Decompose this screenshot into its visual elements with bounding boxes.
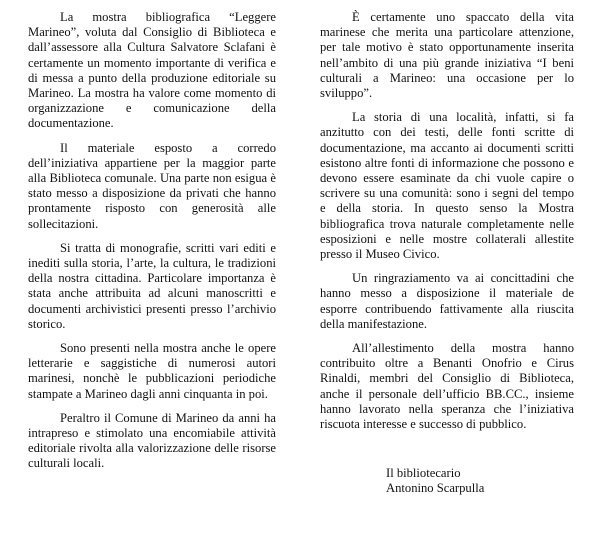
- right-paragraph-3: Un ringraziamento va ai concittadini che hanno messo a disposizione il materiale de esporre contribuendo fattivamente alla riuscita della manifestazione.: [320, 271, 574, 331]
- left-paragraph-1: La mostra bibliografica “Leggere Marineo”, voluta dal Consiglio di Biblioteca e dall’assessore alla Cultura Salvatore Sclafani è certamente un momento importante di verifica e di messa a punto della produzione editoriale su Marineo. La mostra ha valore come momento di organizzazione e comunicazione della documentazione.: [28, 10, 276, 131]
- right-paragraph-1: È certamente uno spaccato della vita marinese che merita una particolare attenzione, per tale motivo è stato opportunamente inserita nell’ambito di una più grande iniziativa “I beni culturali a Marineo: una occasione per lo sviluppo”.: [320, 10, 574, 101]
- left-paragraph-4: Sono presenti nella mostra anche le opere letterarie e saggistiche di numerosi autori marinesi, nonchè le pubblicazioni periodiche stampate a Marineo dagli anni cinquanta in poi.: [28, 341, 276, 401]
- left-paragraph-5: Peraltro il Comune di Marineo da anni ha intrapreso e stimolato una encomiabile attività editoriale rivolta alla valorizzazione delle risorse culturali locali.: [28, 410, 276, 471]
- left-text-column: [28, 10, 276, 481]
- left-paragraph-3: Si tratta di monografie, scritti vari editi e inediti sulla storia, l’arte, la cultura, le tradizioni della nostra cittadina. Particolare importanza è stata anche attribuita ad alcuni manoscritti e documenti archivistici presenti presso l’archivio storico.: [28, 240, 276, 331]
- signature-block: [386, 466, 484, 496]
- left-paragraph-2: Il materiale esposto a corredo dell’iniziativa appartiene per la maggior parte alla Biblioteca comunale. Una parte non esigua è stato messo a disposizione da privati che hanno prontamente risposto con generosità alle sollecitazioni.: [28, 140, 276, 231]
- signature-name: Antonino Scarpulla: [386, 481, 485, 496]
- right-paragraph-4: All’allestimento della mostra hanno contribuito oltre a Benanti Onofrio e Cirus Rinaldi, membri del Consiglio di Biblioteca, anche il personale dell’ufficio BB.CC., insieme hanno lavorato nella speranza che l’iniziativa riscuota interesse e successo di pubblico.: [320, 341, 574, 432]
- right-paragraph-2: La storia di una località, infatti, si fa anzitutto con dei testi, delle fonti scritte di documentazione, ma accanto ai documenti scritti esistono altre fonti di informazione che possono e devono essere esaminate da chi vuole capire o scrivere su una comunità: sono i segni del tempo e della storia. In questo senso la Mostra bibliografica trova naturale completamente nelle esposizioni e nelle mostre collaterali allestite presso il Museo Civico.: [320, 110, 574, 262]
- signature-role: Il bibliotecario: [386, 466, 461, 480]
- right-text-column: [320, 10, 574, 441]
